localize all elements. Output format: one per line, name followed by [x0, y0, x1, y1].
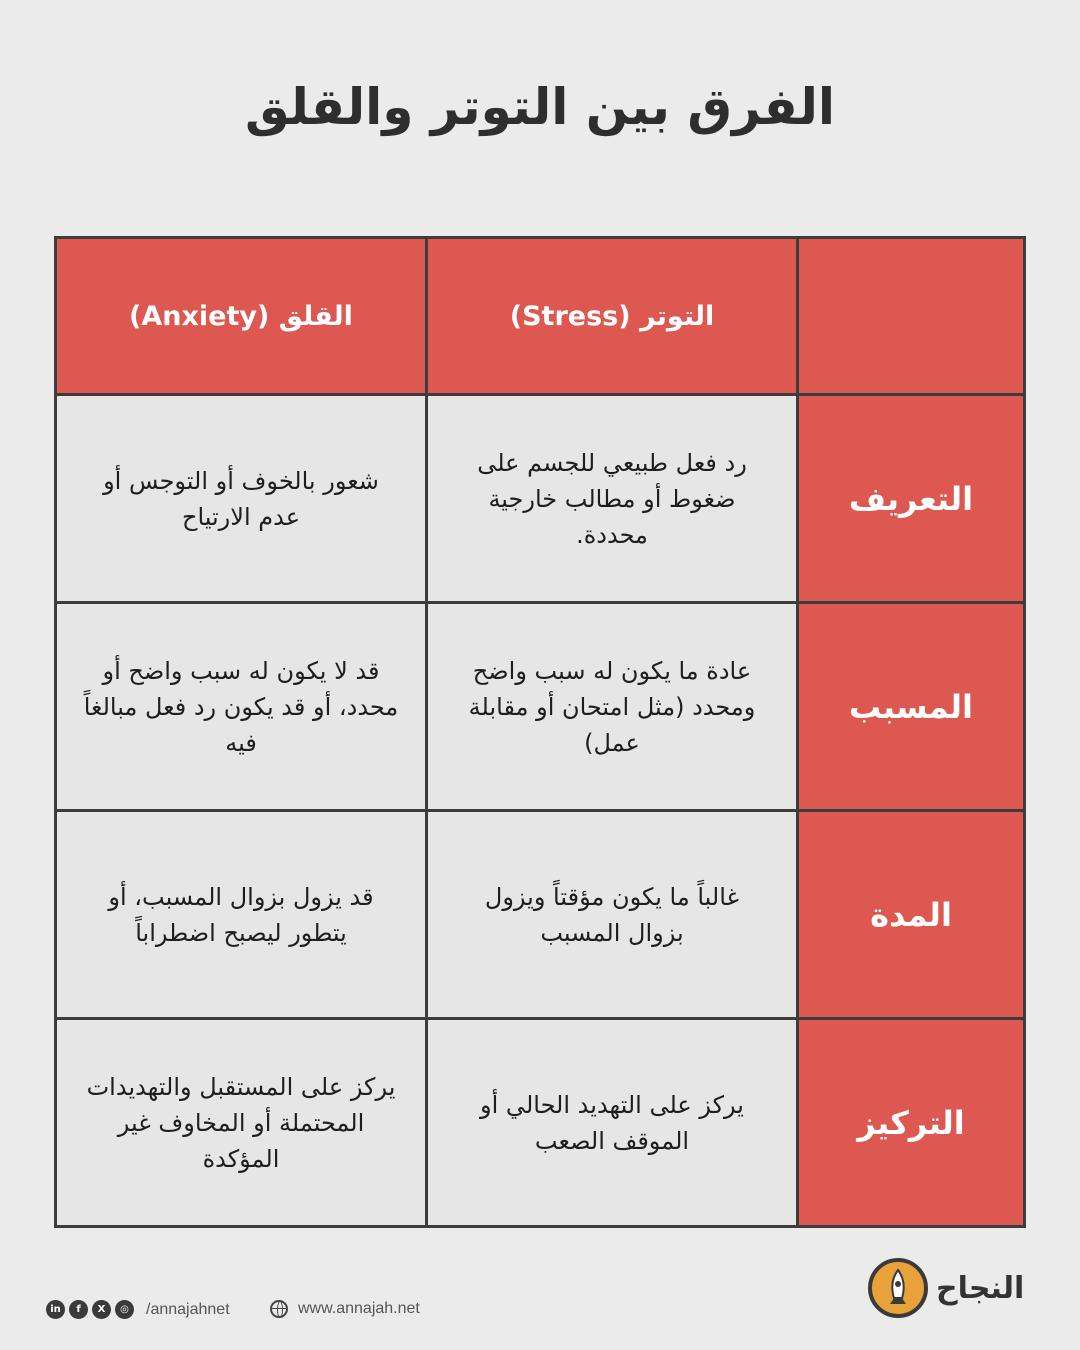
website-url[interactable]: www.annajah.net	[298, 1300, 420, 1317]
cell-anxiety-duration: قد يزول بزوال المسبب، أو يتطور ليصبح اضطراباً	[56, 811, 427, 1019]
facebook-icon[interactable]: f	[69, 1300, 88, 1319]
table-row	[56, 1019, 1025, 1227]
cell-stress-focus: يركز على التهديد الحالي أو الموقف الصعب	[427, 1019, 798, 1227]
cell-stress-definition: رد فعل طبيعي للجسم على ضغوط أو مطالب خارجية محددة.	[427, 395, 798, 603]
brand-logo[interactable]	[868, 1258, 1024, 1318]
header-corner-cell	[798, 238, 1025, 395]
cell-anxiety-focus: يركز على المستقبل والتهديدات المحتملة أو المخاوف غير المؤكدة	[56, 1019, 427, 1227]
globe-icon	[270, 1300, 288, 1318]
row-label-cause: المسبب	[798, 603, 1025, 811]
page-title: الفرق بين التوتر والقلق	[244, 78, 836, 136]
cell-anxiety-cause: قد لا يكون له سبب واضح أو محدد، أو قد يكون رد فعل مبالغاً فيه	[56, 603, 427, 811]
brand-name: النجاح	[936, 1270, 1025, 1306]
row-label-duration: المدة	[798, 811, 1025, 1019]
footer	[0, 1250, 1080, 1350]
header-anxiety: القلق (Anxiety)	[56, 238, 427, 395]
row-label-focus: التركيز	[798, 1019, 1025, 1227]
cell-stress-duration: غالباً ما يكون مؤقتاً ويزول بزوال المسبب	[427, 811, 798, 1019]
instagram-icon[interactable]: ◎	[115, 1300, 134, 1319]
website-link[interactable]	[270, 1300, 420, 1318]
table-header-row	[56, 238, 1025, 395]
table-row	[56, 395, 1025, 603]
header-stress: التوتر (Stress)	[427, 238, 798, 395]
linkedin-icon[interactable]: in	[46, 1300, 65, 1319]
x-icon[interactable]: X	[92, 1300, 111, 1319]
rocket-icon	[868, 1258, 928, 1318]
cell-stress-cause: عادة ما يكون له سبب واضح ومحدد (مثل امتحان أو مقابلة عمل)	[427, 603, 798, 811]
table-row	[56, 811, 1025, 1019]
comparison-table	[54, 236, 1026, 1228]
cell-anxiety-definition: شعور بالخوف أو التوجس أو عدم الارتياح	[56, 395, 427, 603]
row-label-definition: التعريف	[798, 395, 1025, 603]
table-row	[56, 603, 1025, 811]
social-links	[46, 1300, 230, 1319]
social-handle[interactable]: /annajahnet	[146, 1300, 230, 1318]
